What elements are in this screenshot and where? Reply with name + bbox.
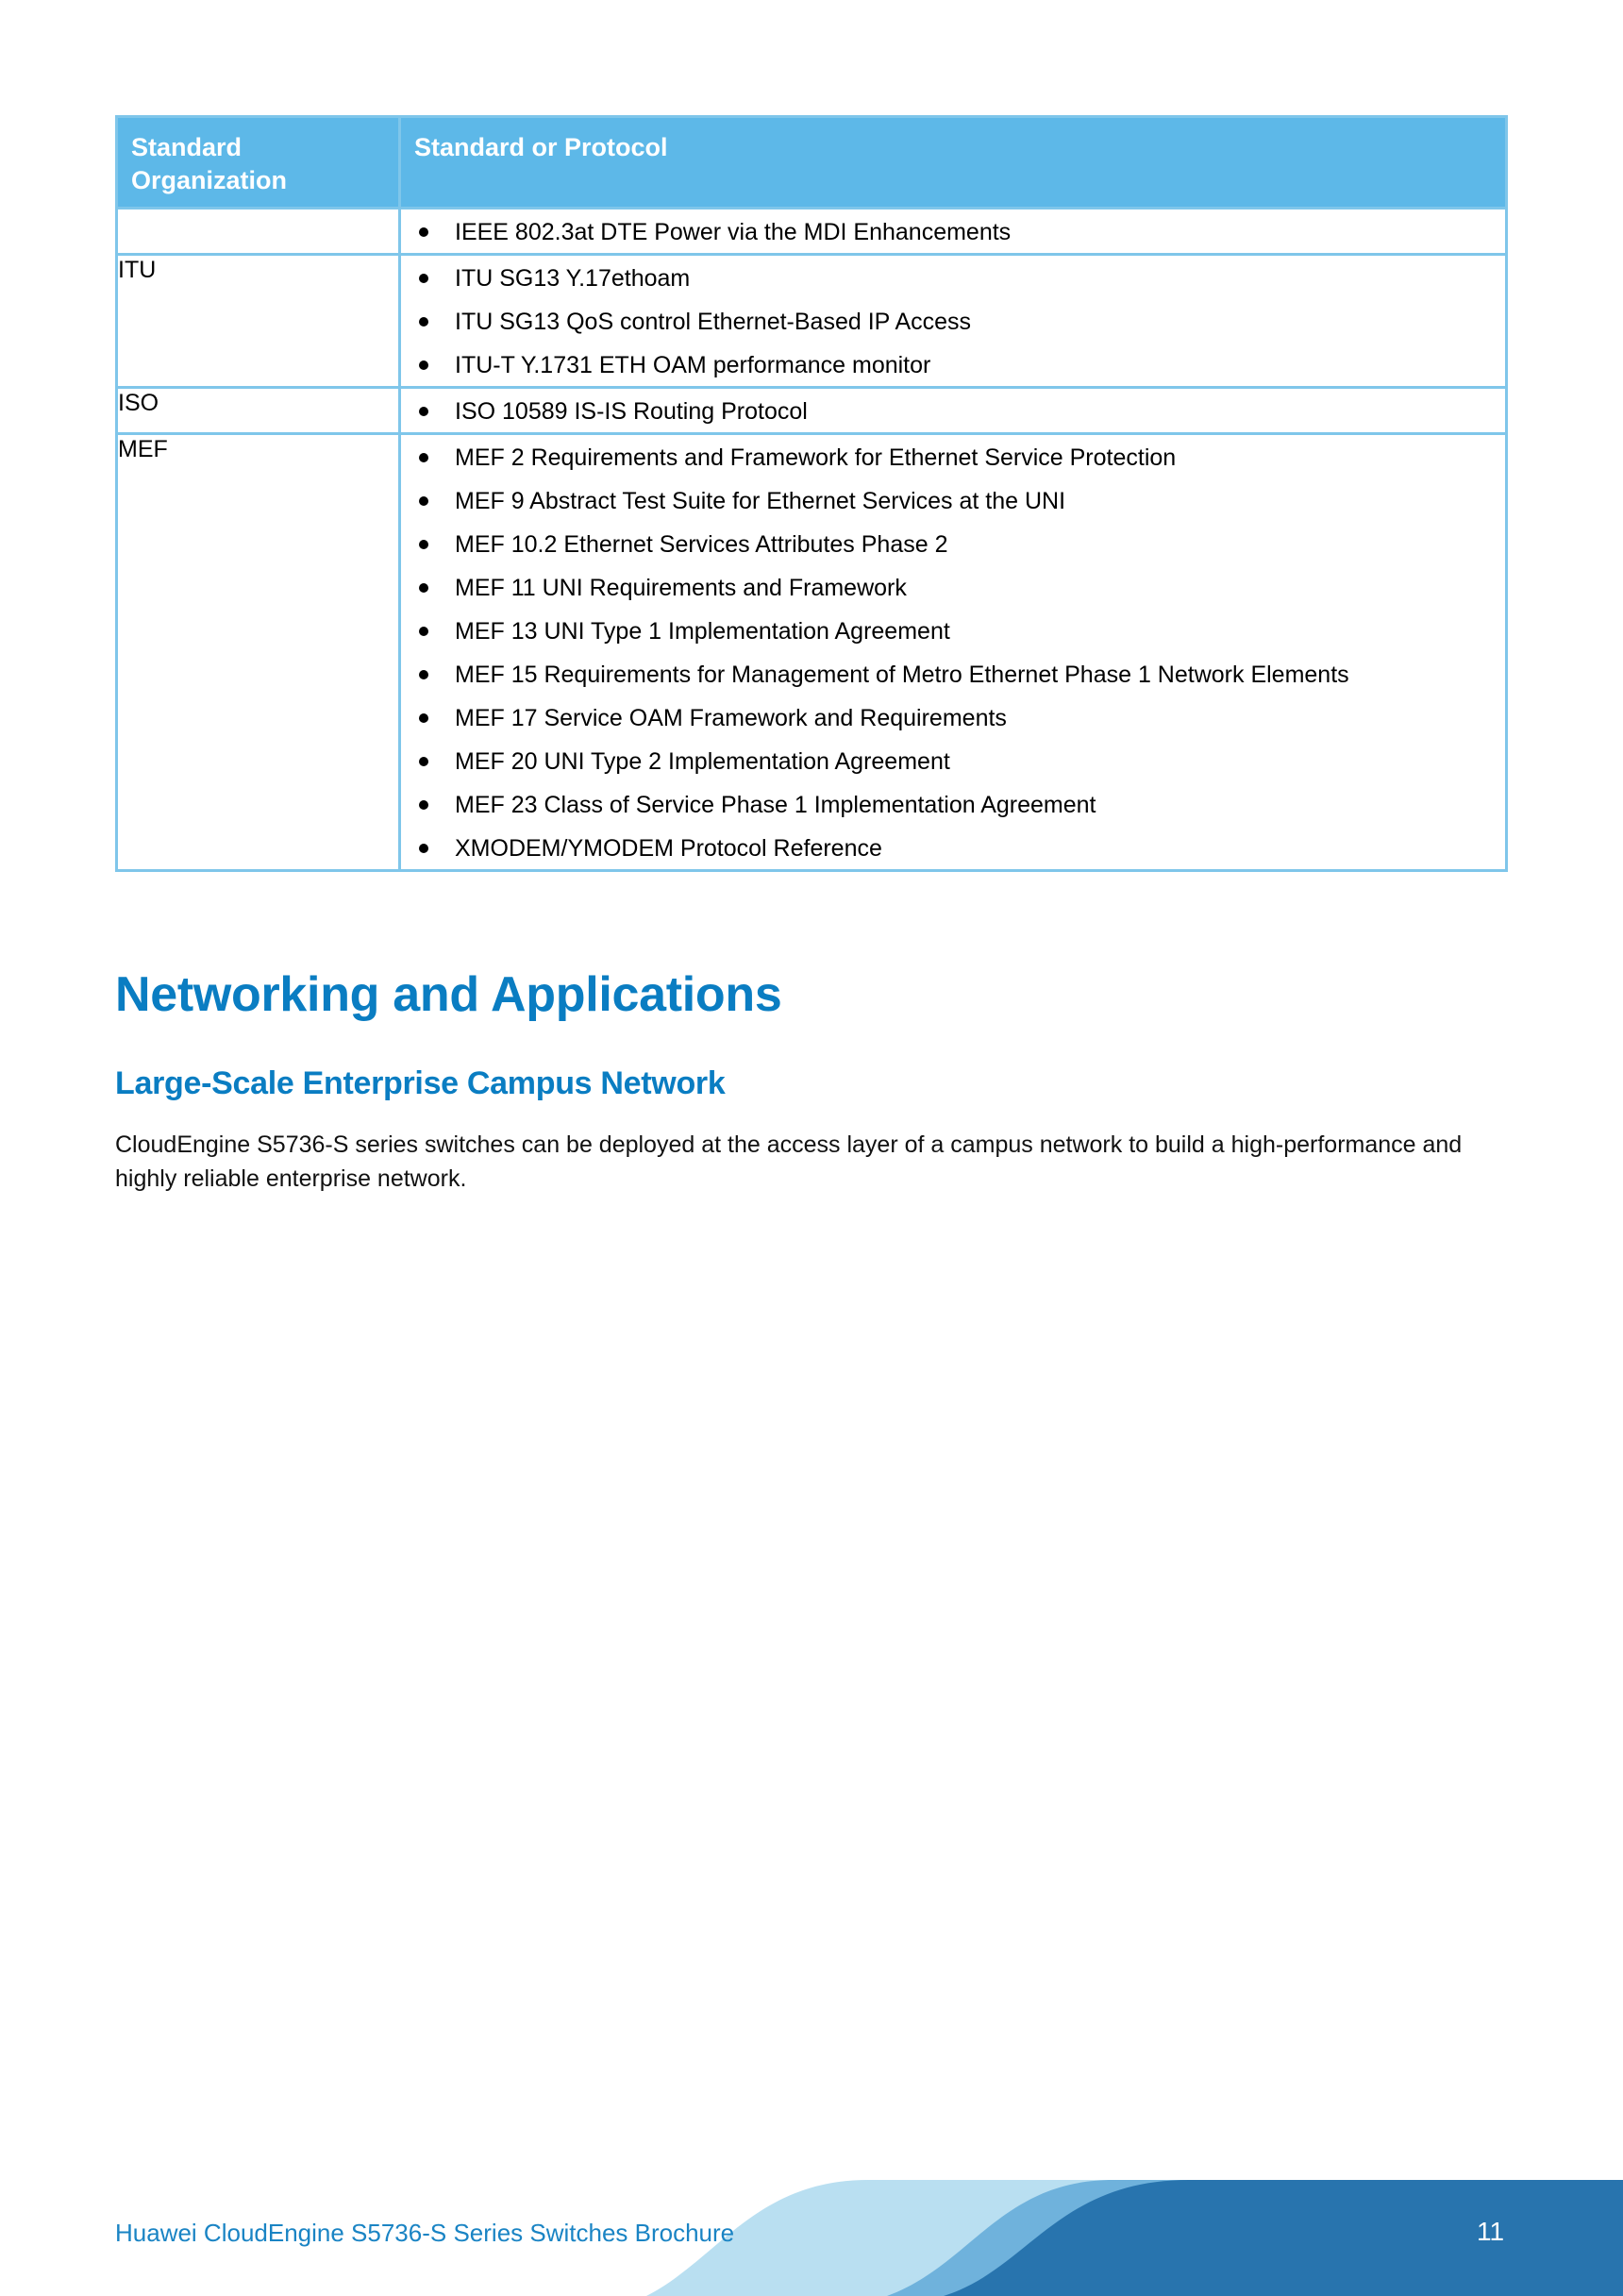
list-item-text: MEF 2 Requirements and Framework for Ethernet Service Protection xyxy=(455,444,1177,471)
body-paragraph: CloudEngine S5736-S series switches can be deployed at the access layer of a campus network to build a high-performance and highly reliable enterprise network. xyxy=(115,1131,1463,1192)
header-standard: Standard or Protocol xyxy=(400,117,1507,209)
bullet-icon xyxy=(419,496,428,506)
list-item xyxy=(401,444,1505,472)
organization-cell: ITU xyxy=(117,255,400,388)
standards-list xyxy=(401,435,1505,869)
bullet-icon xyxy=(419,540,428,549)
list-item-text: ITU SG13 Y.17ethoam xyxy=(455,265,691,292)
list-item-text: MEF 17 Service OAM Framework and Requirements xyxy=(455,705,1007,731)
list-item xyxy=(401,834,1505,863)
table-row xyxy=(117,209,1507,255)
table-row xyxy=(117,255,1507,388)
bullet-icon xyxy=(419,583,428,593)
list-item xyxy=(401,530,1505,559)
bullet-icon xyxy=(419,360,428,370)
list-item-text: MEF 20 UNI Type 2 Implementation Agreement xyxy=(455,748,950,775)
list-item-text: MEF 10.2 Ethernet Services Attributes Phase 2 xyxy=(455,531,948,558)
standards-table xyxy=(115,115,1508,872)
list-item-text: ITU-T Y.1731 ETH OAM performance monitor xyxy=(455,352,931,378)
list-item xyxy=(401,487,1505,515)
list-item xyxy=(401,747,1505,776)
list-item-text: MEF 11 UNI Requirements and Framework xyxy=(455,575,907,601)
standards-cell xyxy=(400,255,1507,388)
bullet-icon xyxy=(419,757,428,766)
bullet-icon xyxy=(419,627,428,636)
bullet-icon xyxy=(419,453,428,462)
list-item xyxy=(401,264,1505,293)
bullet-icon xyxy=(419,274,428,283)
list-item-text: ITU SG13 QoS control Ethernet-Based IP Access xyxy=(455,309,972,335)
bullet-icon xyxy=(419,227,428,237)
bullet-icon xyxy=(419,844,428,853)
list-item xyxy=(401,308,1505,336)
list-item-text: MEF 15 Requirements for Management of Metro Ethernet Phase 1 Network Elements xyxy=(455,662,1349,688)
bullet-icon xyxy=(419,670,428,679)
organization-cell: ISO xyxy=(117,388,400,434)
list-item-text: XMODEM/YMODEM Protocol Reference xyxy=(455,835,882,862)
list-item xyxy=(401,397,1505,426)
list-item xyxy=(401,218,1505,246)
organization-cell: MEF xyxy=(117,434,400,871)
organization-cell xyxy=(117,209,400,255)
bullet-icon xyxy=(419,407,428,416)
bullet-icon xyxy=(419,800,428,810)
list-item xyxy=(401,351,1505,379)
standards-list xyxy=(401,256,1505,386)
list-item-text: ISO 10589 IS-IS Routing Protocol xyxy=(455,398,808,425)
standards-cell xyxy=(400,434,1507,871)
bullet-icon xyxy=(419,317,428,327)
table-header-row xyxy=(117,117,1507,209)
list-item-text: MEF 9 Abstract Test Suite for Ethernet Services at the UNI xyxy=(455,488,1066,514)
list-item xyxy=(401,617,1505,645)
header-organization: Standard Organization xyxy=(117,117,400,209)
standards-list xyxy=(401,389,1505,432)
standards-cell xyxy=(400,388,1507,434)
list-item xyxy=(401,574,1505,602)
page-number: 11 xyxy=(1477,2217,1505,2246)
list-item-text: MEF 23 Class of Service Phase 1 Implementation Agreement xyxy=(455,792,1096,818)
list-item xyxy=(401,704,1505,732)
footer-document-title: Huawei CloudEngine S5736-S Series Switches Brochure xyxy=(115,2219,735,2247)
list-item xyxy=(401,791,1505,819)
list-item xyxy=(401,661,1505,689)
section-heading: Networking and Applications xyxy=(115,967,782,1022)
list-item-text: IEEE 802.3at DTE Power via the MDI Enhancements xyxy=(455,219,1012,245)
standards-cell xyxy=(400,209,1507,255)
standards-list xyxy=(401,209,1505,253)
subsection-heading: Large-Scale Enterprise Campus Network xyxy=(115,1065,726,1101)
table-row xyxy=(117,434,1507,871)
list-item-text: MEF 13 UNI Type 1 Implementation Agreement xyxy=(455,618,950,645)
table-row xyxy=(117,388,1507,434)
bullet-icon xyxy=(419,713,428,723)
